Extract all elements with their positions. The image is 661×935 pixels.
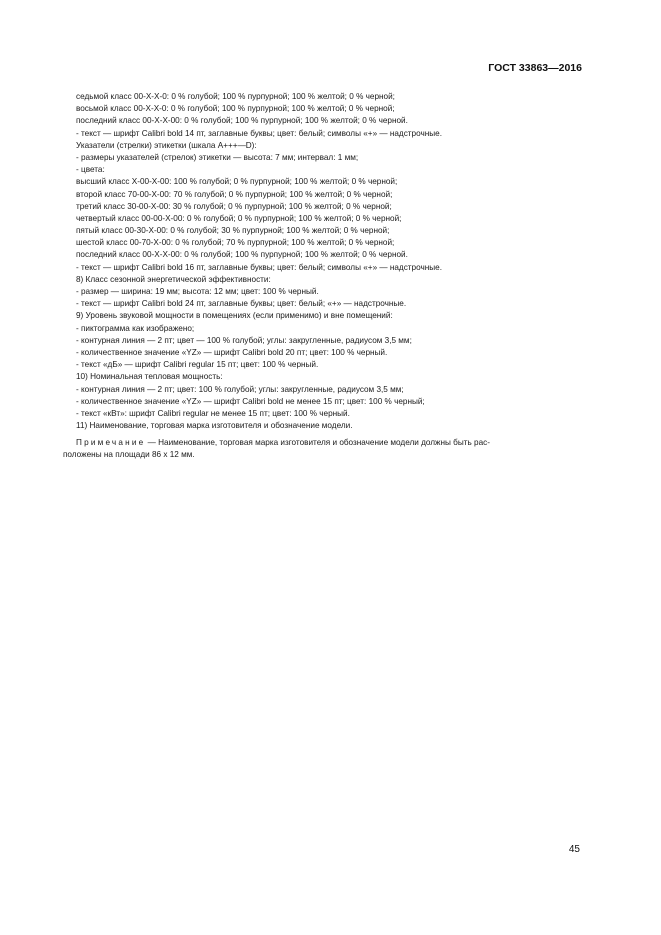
page-number: 45 (568, 844, 580, 855)
body-text (63, 91, 586, 462)
text-line: - пиктограмма как изображено; (76, 323, 195, 333)
text-line: - текст — шрифт Calibri bold 14 пт, заглавные буквы; цвет: белый; символы «+» — надстрочные. (76, 128, 442, 138)
text-line: последний класс 00-Х-Х-00: 0 % голубой; 100 % пурпурной; 100 % желтой; 0 % черной. (76, 250, 408, 260)
text-line: - количественное значение «YZ» — шрифт Calibri bold 20 пт; цвет: 100 % черный. (76, 347, 388, 357)
text-line: 8) Класс сезонной энергетической эффективности: (76, 274, 271, 284)
text-line: - контурная линия — 2 пт; цвет: 100 % голубой; углы: закругленные, радиусом 3,5 мм; (76, 384, 404, 394)
text-line: - текст — шрифт Calibri bold 24 пт, заглавные буквы; цвет: белый; «+» — надстрочные. (76, 299, 407, 309)
note (63, 437, 586, 461)
text-line: - текст «дБ» — шрифт Calibri regular 15 пт; цвет: 100 % черный. (76, 360, 319, 370)
text-line: - размер — ширина: 19 мм; высота: 12 мм; цвет: 100 % черный. (76, 287, 319, 296)
note-first-line (76, 437, 586, 449)
text-line: второй класс 70-00-Х-00: 70 % голубой; 0 % пурпурной; 100 % желтой; 0 % черной; (76, 189, 393, 199)
text-line: высший класс Х-00-Х-00: 100 % голубой; 0 % пурпурной; 100 % желтой; 0 % черной; (76, 177, 398, 187)
text-line: - цвета: (76, 165, 105, 175)
text-line: шестой класс 00-70-Х-00: 0 % голубой; 70 % пурпурной; 100 % желтой; 0 % черной; (76, 238, 395, 248)
text-line: восьмой класс 00-Х-Х-0: 0 % голубой; 100 % пурпурной; 100 % желтой; 0 % черной; (76, 104, 395, 114)
text-line: четвертый класс 00-00-Х-00: 0 % голубой; 0 % пурпурной; 100 % желтой; 0 % черной; (76, 213, 402, 223)
text-line: - размеры указателей (стрелок) этикетки — высота: 7 мм; интервал: 1 мм; (76, 152, 359, 162)
text-line: 9) Уровень звуковой мощности в помещениях (если применимо) и вне помещений: (76, 311, 393, 321)
text-line: 11) Наименование, торговая марка изготовителя и обозначение модели. (76, 421, 353, 431)
standard-code: ГОСТ 33863—2016 (488, 62, 582, 74)
text-line: пятый класс 00-30-Х-00: 0 % голубой; 30 % пурпурной; 100 % желтой; 0 % черной; (76, 226, 390, 236)
text-line: - контурная линия — 2 пт; цвет — 100 % голубой; углы: закругленные, радиусом 3,5 мм; (76, 335, 412, 345)
text-line: седьмой класс 00-Х-Х-0: 0 % голубой; 100 % пурпурной; 100 % желтой; 0 % черной; (76, 92, 395, 101)
text-line: последний класс 00-Х-Х-00: 0 % голубой; 100 % пурпурной; 100 % желтой; 0 % черной. (76, 116, 408, 126)
note-label: Примечание (76, 438, 146, 448)
text-line: - текст «кВт»: шрифт Calibri regular не менее 15 пт; цвет: 100 % черный. (76, 408, 350, 418)
note-text: — Наименование, торговая марка изготовителя и обозначение модели должны быть рас- (145, 438, 490, 448)
text-line: 10) Номинальная тепловая мощность: (76, 372, 223, 382)
text-line: Указатели (стрелки) этикетки (шкала А+++—D): (76, 140, 257, 150)
text-line: третий класс 30-00-Х-00: 30 % голубой; 0 % пурпурной; 100 % желтой; 0 % черной; (76, 201, 392, 211)
note-continuation: положены на площади 86 х 12 мм. (63, 450, 195, 460)
text-line: - количественное значение «YZ» — шрифт Calibri bold не менее 15 пт; цвет: 100 % черный; (76, 396, 425, 406)
text-line: - текст — шрифт Calibri bold 16 пт, заглавные буквы; цвет: белый; символы «+» — надстрочные. (76, 262, 442, 272)
